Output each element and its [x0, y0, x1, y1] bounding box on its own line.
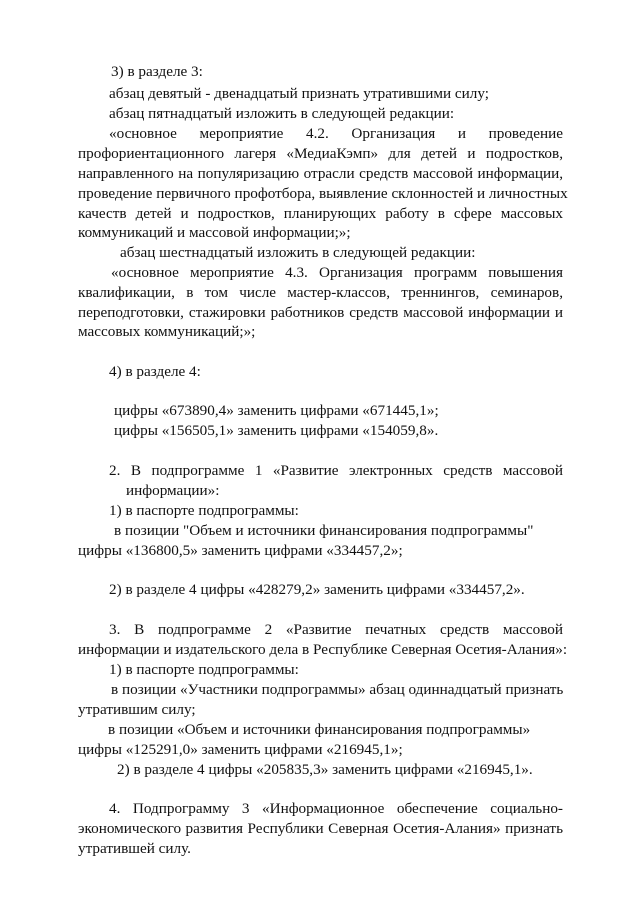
- text-line: 2. В подпрограмме 1 «Развитие электронных средств массовой: [109, 462, 563, 479]
- text-line: в позиции «Участники подпрограммы» абзац одиннадцатый признать: [111, 681, 564, 698]
- text-line: 2) в разделе 4 цифры «205835,3» заменить цифрами «216945,1».: [117, 761, 533, 778]
- text-line: утратившей силу.: [78, 840, 191, 857]
- text-line: информации и издательского дела в Республике Северная Осетия-Алания»:: [78, 641, 568, 658]
- text-line: в позиции «Объем и источники финансирования подпрограммы»: [108, 721, 531, 738]
- text-line: 2) в разделе 4 цифры «428279,2» заменить цифрами «334457,2».: [109, 581, 525, 598]
- text-line: переподготовки, стажировки работников средств массовой информации и: [78, 304, 563, 321]
- text-line: цифры «125291,0» заменить цифрами «216945,1»;: [78, 741, 403, 758]
- text-line: абзац шестнадцатый изложить в следующей редакции:: [120, 244, 476, 261]
- text-line: 3. В подпрограмме 2 «Развитие печатных средств массовой: [109, 621, 563, 638]
- text-line: «основное мероприятие 4.3. Организация программ повышения: [111, 264, 563, 281]
- text-line: коммуникаций и массовой информации;»;: [78, 224, 351, 241]
- text-line: качеств детей и подростков, планирующих работу в сфере массовых: [78, 205, 563, 222]
- text-line: утратившим силу;: [78, 701, 196, 718]
- text-line: экономического развития Республики Северная Осетия-Алания» признать: [78, 820, 563, 837]
- text-line: абзац девятый - двенадцатый признать утратившими силу;: [109, 85, 489, 102]
- text-line: 4. Подпрограмму 3 «Информационное обеспечение социально-: [109, 800, 563, 817]
- text-line: квалификации, в том числе мастер-классов, треннингов, семинаров,: [78, 284, 563, 301]
- text-line: массовых коммуникаций;»;: [78, 323, 256, 340]
- text-line: «основное мероприятие 4.2. Организация и проведение: [109, 125, 563, 142]
- text-line: направленного на популяризацию отрасли средств массовой информации,: [78, 165, 563, 182]
- text-line: абзац пятнадцатый изложить в следующей редакции:: [109, 105, 455, 122]
- text-line: профориентационного лагеря «МедиаКэмп» для детей и подростков,: [78, 145, 563, 162]
- text-line: 4) в разделе 4:: [109, 363, 201, 380]
- text-line: цифры «673890,4» заменить цифрами «671445,1»;: [114, 402, 439, 419]
- text-line: цифры «136800,5» заменить цифрами «334457,2»;: [78, 542, 403, 559]
- text-line: цифры «156505,1» заменить цифрами «154059,8».: [114, 422, 439, 439]
- text-line: 1) в паспорте подпрограммы:: [109, 661, 299, 678]
- text-line: в позиции "Объем и источники финансирования подпрограммы": [114, 522, 534, 539]
- text-line: проведение первичного профотбора, выявление склонностей и личностных: [78, 185, 568, 202]
- text-line: 1) в паспорте подпрограммы:: [109, 502, 299, 519]
- text-line: информации»:: [126, 482, 220, 499]
- text-line: 3) в разделе 3:: [111, 63, 203, 80]
